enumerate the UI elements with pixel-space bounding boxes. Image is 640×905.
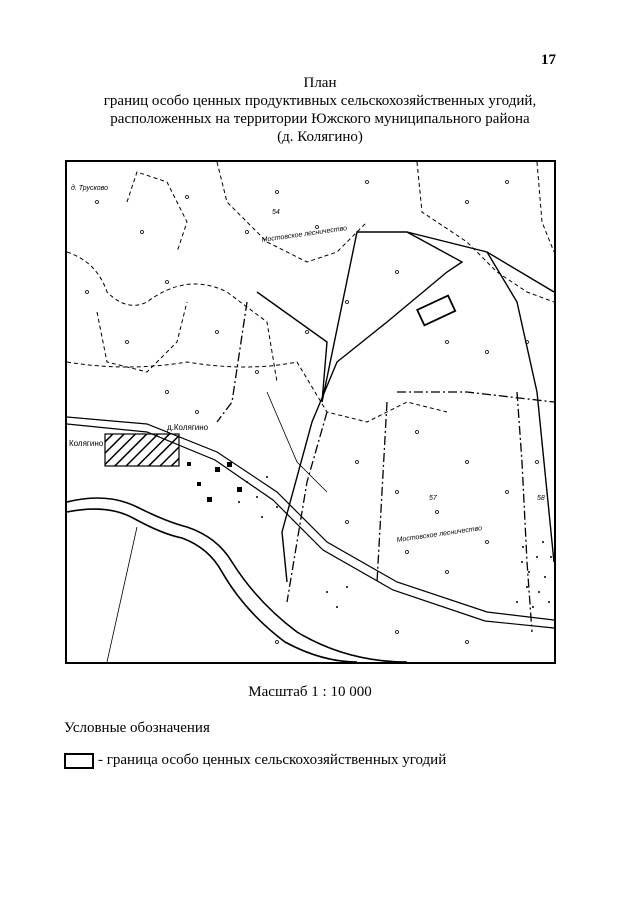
title-line-2: границ особо ценных продуктивных сельскохозяйственных угодий, <box>103 93 537 109</box>
page-number: 17 <box>541 52 556 68</box>
shrub-dots <box>238 476 552 608</box>
legend-title: Условные обозначения <box>64 720 210 736</box>
compartment-boundaries <box>217 302 554 632</box>
page-title <box>0 74 640 146</box>
label-kolyagino-left: Колягино <box>69 439 104 448</box>
valuable-farmland-boundary <box>417 296 455 326</box>
title-line-4: (д. Колягино) <box>277 129 363 145</box>
forest-boundary-lines <box>67 162 554 422</box>
river <box>67 498 407 662</box>
map-canvas <box>67 162 554 662</box>
label-forestry-bottom: Мостовское лесничество <box>396 525 483 544</box>
quarter-boundaries <box>257 232 554 582</box>
legend-item-label: - граница особо ценных сельскохозяйственных угодий <box>98 752 447 768</box>
label-plot-54: 54 <box>272 209 280 216</box>
label-plot-57: 57 <box>429 495 437 502</box>
label-truskovo: д. Трусково <box>71 185 109 192</box>
legend-item <box>64 752 446 769</box>
title-line-3: расположенных на территории Южского муниципального района <box>110 111 530 127</box>
path-track <box>107 392 327 662</box>
map-frame <box>65 160 556 664</box>
title-line-1: План <box>303 75 337 91</box>
buildings <box>187 462 242 502</box>
map-scale: Масштаб 1 : 10 000 <box>248 684 372 700</box>
label-plot-58: 58 <box>537 495 545 502</box>
legend-boundary-swatch-icon <box>64 753 94 769</box>
label-kolyagino-village: д.Колягино <box>167 423 209 432</box>
forest-symbols <box>86 181 539 644</box>
settlement-hatched-area <box>105 434 179 466</box>
label-forestry-top: Мостовское лесничество <box>261 225 348 244</box>
